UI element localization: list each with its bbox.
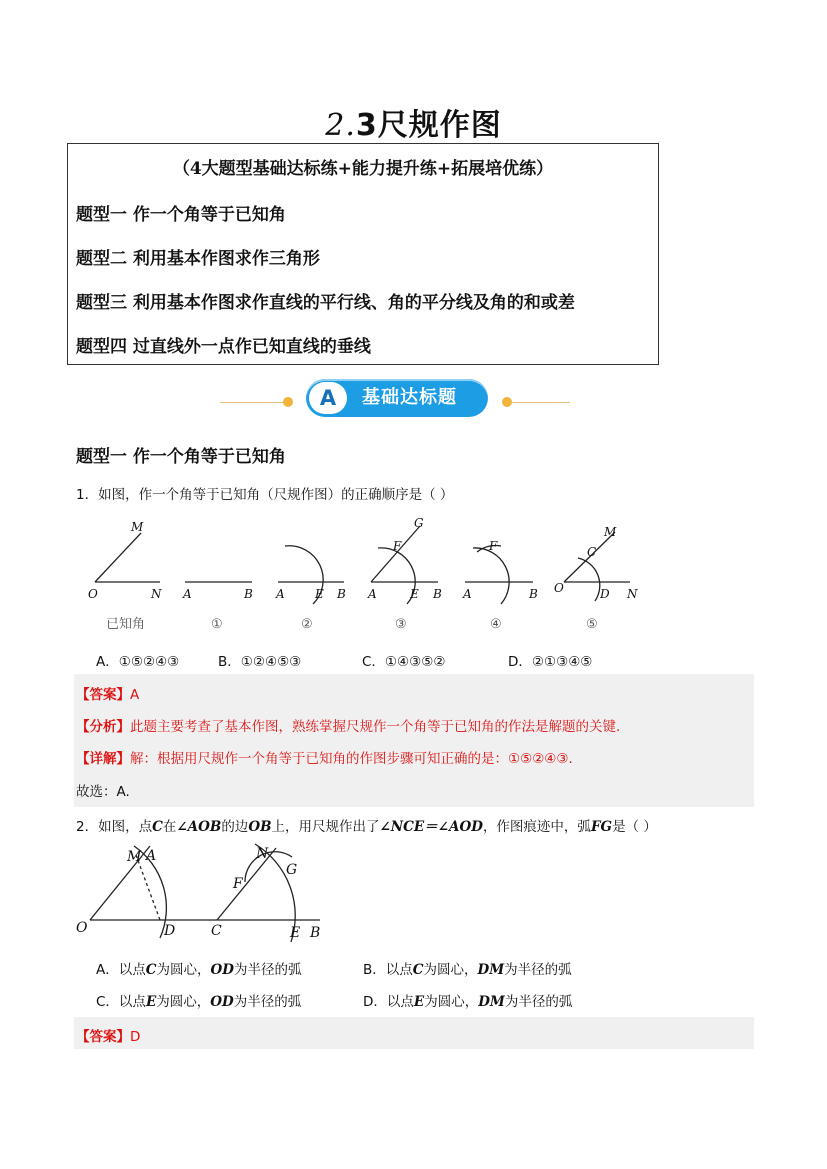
q1-step4-arc (473, 548, 509, 604)
q1-label-e: E (410, 587, 419, 601)
q2-stem-part: 是（ ） (612, 819, 657, 835)
q2-option-text: 为半径的弧 (233, 962, 302, 978)
q1-answer-box (74, 674, 754, 807)
q1-label-f: F (489, 539, 498, 553)
q2-stem-part: 上，用尺规作出了 (271, 819, 380, 835)
q2-option-var: C (412, 962, 424, 978)
q2-label-g: G (286, 862, 298, 878)
banner-label: 基础达标题 (362, 387, 457, 408)
q2-stem-part: 在 (162, 819, 177, 835)
q2-equation: ∠NCE＝∠AOD (379, 819, 483, 835)
q2-answer-line (76, 1025, 140, 1045)
q1-answer-tag: 【答案】 (76, 687, 130, 703)
q2-label-a: A (146, 848, 157, 864)
q2-option-var: E (413, 994, 425, 1010)
banner-right-line (512, 402, 570, 403)
q1-caption-known: 已知角 (106, 617, 146, 632)
q2-figure (70, 840, 340, 950)
q1-label-a: A (368, 587, 377, 601)
q1-caption-2: ② (301, 617, 313, 632)
q2-option-d[interactable] (363, 990, 572, 1010)
q1-analysis-line (76, 715, 620, 735)
q1-option-c[interactable]: C．①④③⑤② (362, 654, 446, 670)
q2-option-text: 为半径的弧 (233, 994, 302, 1010)
overview-item: 题型三 利用基本作图求作直线的平行线、角的平分线及角的和或差 (76, 293, 575, 313)
q2-var-c: C (152, 819, 163, 835)
q2-option-text: B．以点 (363, 962, 413, 978)
q2-option-var: C (145, 962, 157, 978)
q2-label-c: C (211, 923, 222, 939)
q2-option-text: D．以点 (363, 994, 414, 1010)
q2-option-text: 为圆心， (424, 994, 479, 1010)
q1-label-b: B (337, 587, 346, 601)
q2-label-m: M (127, 849, 142, 865)
overview-item: 题型四 过直线外一点作已知直线的垂线 (76, 337, 371, 357)
q1-label-e: E (315, 587, 324, 601)
q2-stem-part: 的边 (221, 819, 249, 835)
q2-option-b[interactable] (363, 958, 572, 978)
q1-label-d: D (600, 587, 610, 601)
q1-conclusion: 故选：A. (76, 784, 130, 800)
q2-seg-ob: OB (248, 819, 272, 835)
q1-label-b: B (529, 587, 538, 601)
banner-right-dot (502, 397, 512, 407)
q2-label-o: O (76, 920, 88, 936)
q1-label-o: O (554, 581, 564, 595)
q1-known-angle-ray-om (95, 533, 141, 582)
title-text: 3尺规作图 (355, 108, 502, 143)
q2-option-var: DM (478, 994, 505, 1010)
q1-analysis-text: 此题主要考查了基本作图，熟练掌握尺规作一个角等于已知角的作法是解题的关键. (130, 719, 621, 735)
q1-label-o: O (88, 587, 98, 601)
overview-box (67, 143, 659, 365)
q1-caption-4: ④ (490, 617, 502, 632)
q1-option-d[interactable]: D．②①③④⑤ (508, 654, 593, 670)
q2-stem-part: ，作图痕迹中，弧 (482, 819, 591, 835)
q2-stem-part: 2．如图，点 (76, 819, 153, 835)
section-heading: 题型一 作一个角等于已知角 (76, 447, 286, 467)
q1-detail-text: 解：根据用尺规作一个角等于已知角的作图步骤可知正确的是：①⑤②④③． (130, 751, 583, 767)
q2-option-var: OD (210, 962, 234, 978)
overview-item: 题型一 作一个角等于已知角 (76, 205, 286, 225)
q2-option-var: DM (477, 962, 505, 978)
q1-answer-line (76, 683, 139, 703)
q2-label-f: F (233, 876, 243, 892)
q1-label-m: M (604, 525, 617, 539)
q2-option-var: OD (210, 994, 234, 1010)
q2-option-text: 为半径的弧 (504, 994, 573, 1010)
banner-left-dot (283, 397, 293, 407)
q2-option-text: 为圆心， (156, 962, 211, 978)
q1-label-b: B (244, 587, 253, 601)
q1-step3-ray (371, 526, 420, 582)
q1-label-b: B (433, 587, 442, 601)
q2-label-n: N (256, 846, 269, 862)
q1-caption-3: ③ (395, 617, 407, 632)
q2-option-text: 为圆心， (423, 962, 478, 978)
q1-option-b[interactable]: B．①②④⑤③ (218, 654, 302, 670)
q1-stem: 1．如图，作一个角等于已知角（尺规作图）的正确顺序是（ ） (76, 487, 454, 503)
q1-detail-line (76, 747, 582, 767)
q1-label-f: F (393, 539, 402, 553)
q1-label-m: M (131, 520, 144, 534)
q2-answer-box (74, 1017, 754, 1049)
q2-option-text: C．以点 (96, 994, 146, 1010)
overview-item: 题型二 利用基本作图求作三角形 (76, 249, 320, 269)
q2-answer-tag: 【答案】 (76, 1029, 130, 1045)
q2-label-b: B (310, 925, 321, 941)
q2-option-text: 为圆心， (156, 994, 211, 1010)
q1-caption-5: ⑤ (586, 617, 598, 632)
q1-label-n: N (627, 587, 638, 601)
q2-label-e: E (290, 925, 301, 941)
q1-detail-tag: 【详解】 (76, 751, 130, 767)
page-title (0, 100, 827, 144)
q1-answer-value: A (130, 687, 140, 703)
q2-option-text: A．以点 (96, 962, 146, 978)
q1-label-g: G (414, 516, 424, 530)
overview-subtitle: （4大题型基础达标练+能力提升练+拓展培优练） (172, 159, 554, 179)
q2-option-text: 为半径的弧 (504, 962, 572, 978)
section-banner (306, 379, 488, 417)
q1-label-c: C (587, 545, 597, 559)
banner-badge: A (309, 382, 347, 414)
q1-label-n: N (151, 587, 162, 601)
banner-left-line (220, 402, 286, 403)
q1-analysis-tag: 【分析】 (76, 719, 130, 735)
q2-arc-fg: FG (590, 819, 613, 835)
q2-angle-aob: ∠AOB (176, 819, 222, 835)
q1-option-a[interactable]: A．①⑤②④③ (96, 654, 180, 670)
q2-stem (76, 815, 657, 835)
q1-label-a: A (463, 587, 472, 601)
q2-option-c[interactable] (96, 990, 301, 1010)
q1-label-a: A (183, 587, 192, 601)
q2-answer-value: D (130, 1029, 141, 1045)
q2-option-a[interactable] (96, 958, 301, 978)
q1-caption-1: ① (211, 617, 223, 632)
q2-option-var: E (145, 994, 157, 1010)
q2-label-d: D (164, 923, 176, 939)
title-number: 2. (325, 108, 356, 143)
q1-label-a: A (276, 587, 285, 601)
q1-figure (80, 512, 650, 637)
